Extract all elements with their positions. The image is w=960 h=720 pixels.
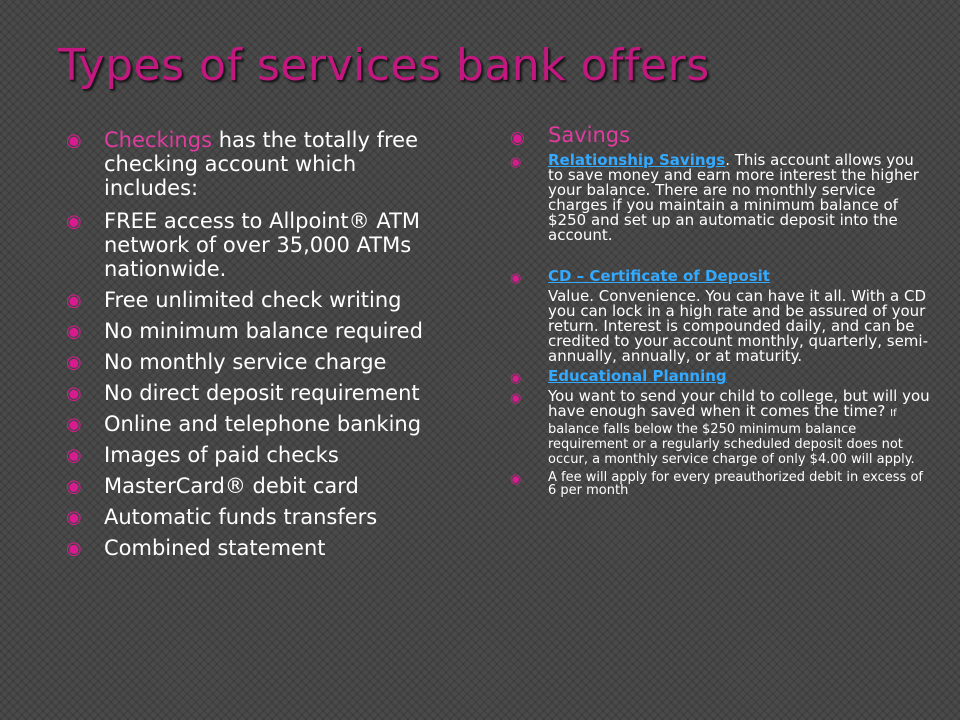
checkings-accent: Checkings	[104, 128, 213, 152]
list-item	[66, 443, 456, 467]
list-item	[510, 369, 930, 384]
list-item-text: Online and telephone banking	[104, 412, 422, 436]
list-item	[66, 350, 456, 374]
bullet-icon: ◉	[66, 507, 82, 528]
list-item	[66, 381, 456, 405]
bullet-icon: ◉	[510, 391, 522, 406]
fee-text: A fee will apply for every preauthorized debit in excess of 6 per month	[548, 470, 923, 498]
list-item-text: No minimum balance required	[104, 319, 423, 343]
bullet-icon: ◉	[510, 271, 522, 286]
list-item	[66, 474, 456, 498]
list-item	[510, 269, 930, 284]
cd-description	[510, 289, 930, 364]
educational-planning-text: You want to send your child to college, but will you have enough saved when it comes the time?	[548, 387, 930, 420]
bullet-icon: ◉	[66, 476, 82, 497]
bullet-icon: ◉	[66, 383, 82, 404]
list-item-text: Automatic funds transfers	[104, 505, 378, 529]
list-item	[66, 412, 456, 436]
list-item-text: Combined statement	[104, 536, 326, 560]
list-item-text: MasterCard® debit card	[104, 474, 359, 498]
bullet-icon: ◉	[510, 472, 522, 487]
list-item	[66, 288, 456, 312]
bullet-icon: ◉	[66, 211, 82, 232]
list-item	[66, 319, 456, 343]
bullet-icon: ◉	[66, 445, 82, 466]
educational-if-text: If	[890, 408, 897, 419]
bullet-icon: ◉	[66, 321, 82, 342]
list-item-text: No monthly service charge	[104, 350, 387, 374]
checkings-intro: has the totally free checking account which includes:	[104, 128, 418, 200]
list-item-text: Free unlimited check writing	[104, 288, 402, 312]
list-item	[66, 536, 456, 560]
bullet-icon: ◉	[66, 130, 82, 151]
bullet-icon: ◉	[510, 155, 522, 170]
list-item	[66, 128, 456, 200]
list-item-text: Images of paid checks	[104, 443, 339, 467]
bullet-icon: ◉	[66, 538, 82, 559]
savings-heading-text: Savings	[548, 123, 631, 147]
list-item	[510, 389, 930, 466]
list-item	[66, 505, 456, 529]
list-item	[510, 153, 930, 243]
bullet-icon: ◉	[510, 128, 525, 148]
cd-text: Value. Convenience. You can have it all. With a CD you can lock in a high rate and be assured of your return. Interest is compounded daily, and can be credited to your account monthly, quarterly, semi-annually, annually, or at maturity.	[548, 287, 928, 365]
bullet-icon: ◉	[66, 290, 82, 311]
bullet-icon: ◉	[66, 414, 82, 435]
bullet-icon: ◉	[510, 371, 522, 386]
list-item	[510, 471, 930, 497]
savings-list	[510, 122, 930, 502]
checking-features-list	[66, 128, 456, 567]
list-item-text: FREE access to Allpoint® ATM network of over 35,000 ATMs nationwide.	[104, 209, 421, 281]
bullet-icon: ◉	[66, 352, 82, 373]
relationship-savings-text: . This account allows you to save money and earn more interest the higher your balance. There are no monthly service charges if you maintain a minimum balance of $250 and set up an automatic deposit into the account.	[548, 151, 919, 244]
savings-heading	[510, 122, 930, 148]
list-item	[66, 209, 456, 281]
educational-planning-link[interactable]: Educational Planning	[548, 367, 727, 385]
relationship-savings-link[interactable]: Relationship Savings	[548, 151, 726, 169]
slide-title: Types of services bank offers	[58, 40, 710, 91]
educational-balance-text: balance falls below the $250 minimum balance requirement or a regularly scheduled deposit does not occur, a monthly service charge of only $4.00 will apply.	[548, 422, 915, 467]
cd-link[interactable]: CD – Certificate of Deposit	[548, 267, 770, 285]
list-item-text: No direct deposit requirement	[104, 381, 420, 405]
